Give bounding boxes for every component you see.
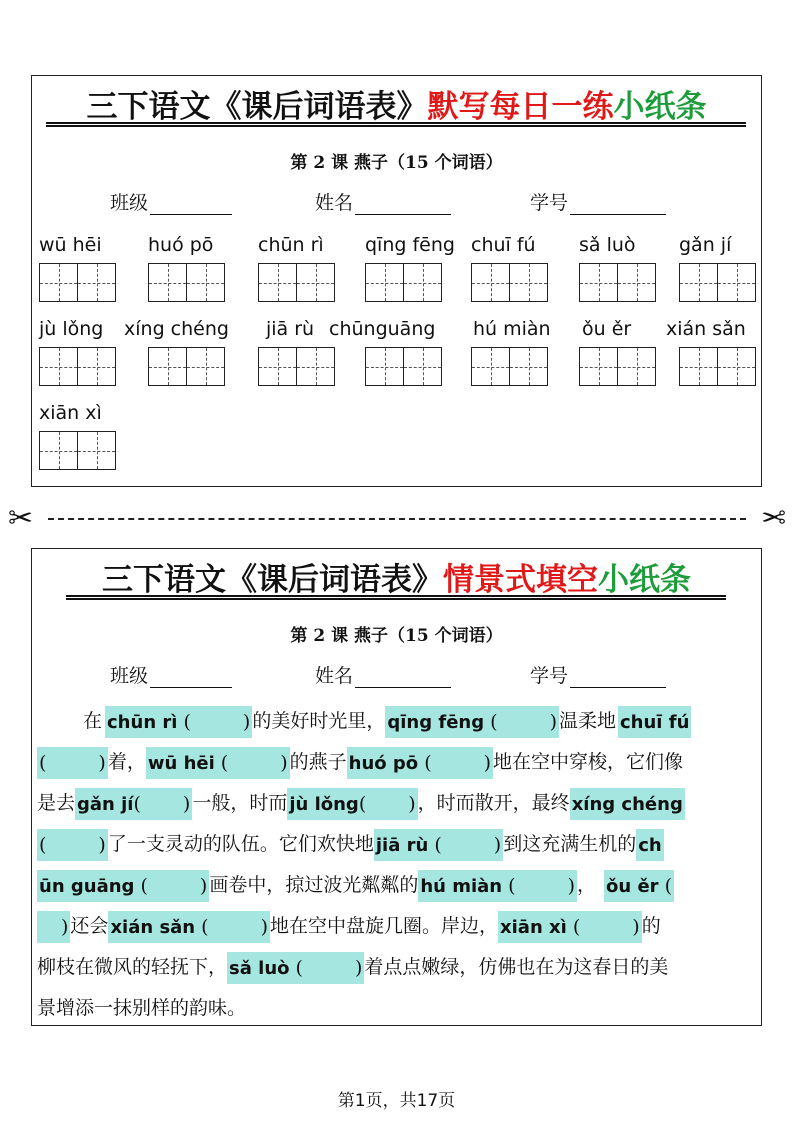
blank-pinyin: gǎn jí [77, 793, 134, 815]
writing-grid[interactable] [679, 347, 755, 386]
text-span: ， [577, 874, 597, 896]
blank-pinyin: xíng chéng [571, 793, 683, 815]
pinyin-blank[interactable]: xiān xì ( ) [498, 911, 642, 943]
blank-pinyin: ǒu ěr [606, 875, 659, 897]
text-span: 的燕子 [289, 751, 347, 773]
text-span: 地在空中穿梭，它们像 [493, 751, 684, 773]
pinyin-blank[interactable]: ( ) [37, 747, 108, 779]
word-pinyin: xiān xì [39, 402, 102, 424]
card-title [32, 88, 761, 126]
blank-pinyin: ch [638, 834, 662, 856]
text-span: 的 [641, 915, 661, 937]
id-field[interactable] [530, 188, 666, 215]
pinyin-blank[interactable]: gǎn jí( ) [75, 788, 192, 820]
pinyin-blank[interactable]: jiā rù ( ) [374, 829, 503, 861]
pinyin-blank[interactable]: wū hēi ( ) [146, 747, 290, 779]
word-pinyin: huó pō [148, 234, 214, 256]
class-field[interactable] [110, 188, 232, 215]
text-span: 是去 [37, 792, 76, 814]
writing-grid[interactable] [258, 347, 334, 386]
blank-pinyin: ūn guāng [39, 875, 135, 897]
word-pinyin: jiā rù [266, 318, 315, 340]
writing-grid[interactable] [471, 347, 547, 386]
word-pinyin: sǎ luò [579, 234, 636, 256]
title-part-black: 三下语文《课后词语表》 [86, 89, 428, 125]
class-field[interactable] [110, 661, 232, 688]
id-field[interactable] [530, 661, 666, 688]
pinyin-blank[interactable]: ūn guāng ( ) [37, 870, 209, 902]
pinyin-blank[interactable]: ) [37, 911, 70, 943]
word-pinyin: chuī fú [471, 234, 536, 256]
blank-pinyin: chūn rì [107, 711, 178, 733]
writing-grid[interactable] [39, 263, 115, 302]
title-part-red: 情景式填空 [443, 562, 598, 598]
paragraph-line [37, 824, 757, 865]
pinyin-blank[interactable]: chūn rì ( ) [105, 706, 252, 738]
pinyin-blank[interactable] [618, 706, 691, 738]
word-pinyin: gǎn jí [679, 234, 732, 256]
name-field[interactable] [315, 188, 451, 215]
pinyin-blank[interactable] [636, 829, 663, 861]
paragraph-line [37, 783, 757, 824]
blank-pinyin: qīng fēng [387, 711, 485, 733]
word-pinyin: chūnguāng [329, 318, 436, 340]
text-span: 在 [83, 710, 103, 732]
card-title [32, 561, 761, 599]
pinyin-blank[interactable]: huó pō ( ) [347, 747, 493, 779]
lesson-subtitle: 第 2 课 燕子（15 个词语） [290, 153, 503, 173]
title-underline [46, 122, 746, 127]
blank-pinyin: sǎ luò [229, 957, 290, 979]
story-paragraph [37, 701, 757, 1029]
paragraph-line [37, 947, 757, 988]
class-label: 班级 [110, 192, 149, 214]
paragraph-line [37, 988, 757, 1029]
writing-grid[interactable] [148, 347, 224, 386]
writing-grid[interactable] [258, 263, 334, 302]
text-span: 的美好时光里， [252, 710, 386, 732]
cut-line [8, 502, 786, 536]
word-pinyin: jù lǒng [39, 318, 104, 340]
pinyin-blank[interactable]: ( ) [37, 829, 108, 861]
name-field[interactable] [315, 661, 451, 688]
writing-grid[interactable] [365, 263, 441, 302]
text-span: 景增添一抹别样的韵味。 [37, 997, 247, 1019]
pinyin-blank[interactable]: jù lǒng( ) [287, 788, 417, 820]
blank-pinyin: xiān xì [500, 916, 567, 938]
text-span: 着， [107, 751, 146, 773]
pinyin-blank[interactable]: qīng fēng ( ) [385, 706, 559, 738]
fill-in-card [31, 548, 762, 1026]
lesson-subtitle: 第 2 课 燕子（15 个词语） [290, 626, 503, 646]
title-part-green: 小纸条 [613, 89, 707, 125]
writing-grid[interactable] [579, 347, 655, 386]
text-span: 到这充满生机的 [503, 833, 637, 855]
page-number: 第1页，共17页 [337, 1091, 456, 1111]
text-span: 一般，时而 [192, 792, 288, 814]
pinyin-blank[interactable]: hú miàn ( ) [418, 870, 577, 902]
title-part-red: 默写每日一练 [427, 89, 614, 125]
word-pinyin: ǒu ěr [582, 318, 632, 340]
id-label: 学号 [530, 192, 569, 214]
title-part-green: 小纸条 [598, 562, 691, 598]
pinyin-blank[interactable]: sǎ luò ( ) [227, 952, 364, 984]
writing-grid[interactable] [471, 263, 547, 302]
class-label: 班级 [110, 665, 149, 687]
word-pinyin: chūn rì [258, 234, 324, 256]
word-pinyin: hú miàn [473, 318, 551, 340]
word-pinyin: xián sǎn [666, 318, 746, 340]
name-label: 姓名 [315, 192, 354, 214]
writing-grid[interactable] [39, 347, 115, 386]
text-span: 画卷中，掠过波光粼粼的 [209, 874, 419, 896]
pinyin-blank[interactable]: xián sǎn ( ) [108, 911, 270, 943]
paragraph-line [37, 701, 757, 742]
blank-pinyin: chuī fú [620, 711, 690, 733]
title-part-black: 三下语文《课后词语表》 [102, 562, 443, 598]
text-span: 地在空中盘旋几圈。岸边， [270, 915, 499, 937]
writing-grid[interactable] [148, 263, 224, 302]
name-label: 姓名 [315, 665, 354, 687]
pinyin-blank[interactable] [570, 788, 685, 820]
text-span: 温柔地 [558, 710, 616, 732]
paragraph-line [37, 742, 757, 783]
dashed-divider [48, 518, 746, 520]
blank-pinyin: jù lǒng [289, 793, 359, 815]
pinyin-blank[interactable]: ǒu ěr ( [604, 870, 674, 902]
text-span: 着点点嫩绿，仿佛也在为这春日的美 [364, 956, 669, 978]
scissors-icon: ✂ [8, 501, 34, 536]
blank-pinyin: xián sǎn [110, 916, 196, 938]
word-pinyin: wū hēi [39, 234, 102, 256]
title-underline [66, 595, 726, 600]
text-span: 了一支灵动的队伍。它们欢快地 [107, 833, 374, 855]
blank-pinyin: hú miàn [420, 875, 503, 897]
blank-pinyin: wū hēi [147, 752, 215, 774]
dictation-card [31, 75, 762, 487]
text-span: 柳枝在微风的轻抚下， [37, 956, 228, 978]
text-span: 还会 [70, 915, 109, 937]
paragraph-line [37, 906, 757, 947]
text-span: ，时而散开，最终 [417, 792, 570, 814]
blank-pinyin: huó pō [348, 752, 419, 774]
writing-grid[interactable] [679, 263, 755, 302]
word-pinyin: xíng chéng [124, 318, 229, 340]
word-pinyin: qīng fēng [365, 234, 455, 256]
paragraph-line [37, 865, 757, 906]
writing-grid[interactable] [39, 431, 115, 470]
id-label: 学号 [530, 665, 569, 687]
writing-grid[interactable] [579, 263, 655, 302]
scissors-icon: ✂ [760, 501, 786, 536]
writing-grid[interactable] [365, 347, 441, 386]
blank-pinyin: jiā rù [375, 834, 429, 856]
